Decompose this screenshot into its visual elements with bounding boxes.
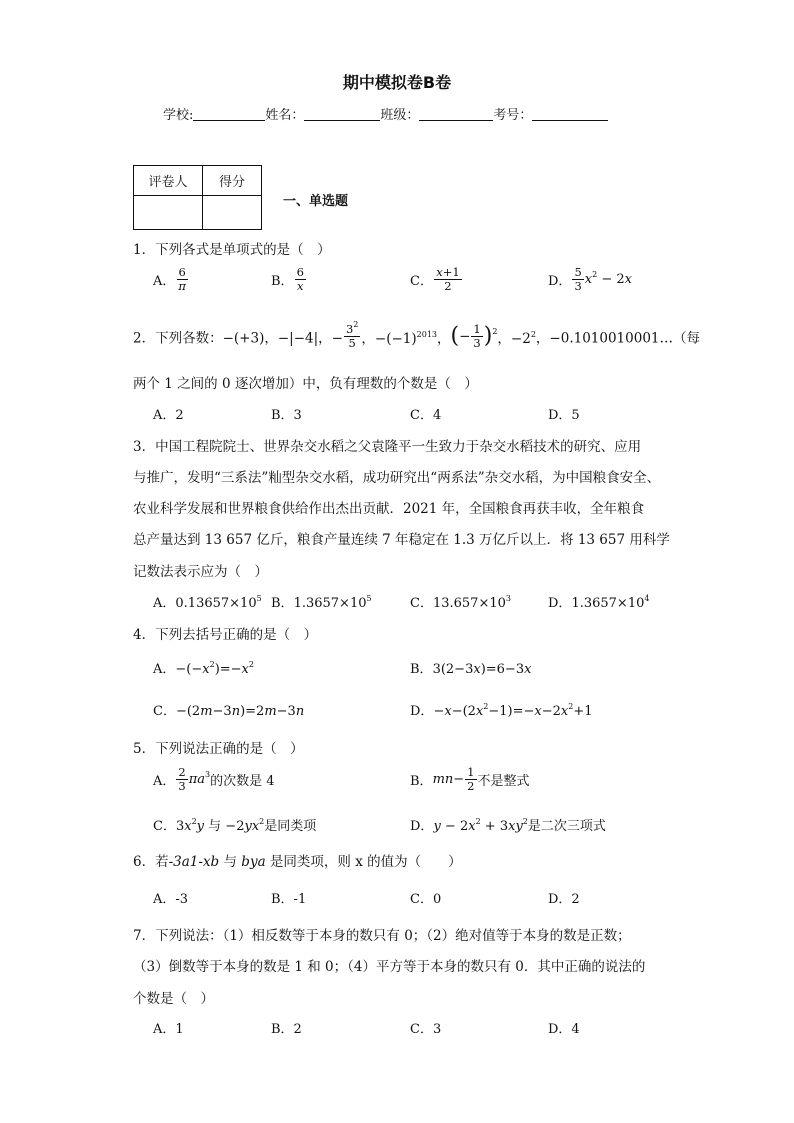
question-7-line2: （3）倒数等于本身的数是 1 和 0；（4）平方等于本身的数只有 0．其中正确的说法的 — [133, 959, 646, 975]
grader-cell[interactable] — [134, 196, 203, 230]
question-2-line2: 两个 1 之间的 0 逐次增加）中，负有理数的个数是（ ） — [133, 376, 478, 392]
q5-option-d[interactable]: D．$y - 2x^2 + 3xy^2$是二次三项式 — [410, 817, 606, 834]
q4-option-b[interactable]: B．3(2−3x)=6−3x — [410, 662, 532, 677]
q1-option-a[interactable]: A． $\frac{6}{\pi}$ — [153, 265, 186, 293]
q5-option-a[interactable]: A． $\frac{2}{3}$ $\pi a^3$的次数是 4 — [153, 765, 275, 793]
question-3-line3: 农业科学发展和世界粮食供给作出杰出贡献．2021 年，全国粮食再获丰收，全年粮食 — [133, 501, 645, 517]
q1-option-c[interactable]: C． $\frac{x+1}{2}$ — [410, 265, 460, 293]
q3-option-b[interactable]: B．$1.3657\times 10^5$ — [271, 594, 372, 611]
score-header: 得分 — [203, 166, 262, 196]
id-label: 考号： — [493, 108, 533, 123]
q2-option-d[interactable]: D．5 — [548, 408, 580, 423]
class-label: 班级： — [380, 108, 420, 123]
question-3-line2: 与推广，发明“三系法”籼型杂交水稻，成功研究出“两系法”杂交水稻，为中国粮食安全、 — [133, 470, 661, 486]
q5-option-c[interactable]: C．$3x^2y$ 与 $-2yx^2$是同类项 — [153, 817, 317, 834]
question-3-line5: 记数法表示应为（ ） — [133, 564, 268, 580]
q6-option-a[interactable]: A．-3 — [153, 892, 189, 907]
q7-option-b[interactable]: B．2 — [271, 1022, 302, 1037]
q4-option-d[interactable]: D．$-x-(2x^2-1)=-x-2x^2+1$ — [410, 702, 593, 719]
question-1-stem: 1．下列各式是单项式的是（ ） — [133, 242, 331, 258]
question-2-stem: 2．下列各数：−(+3)，−|−4|，− $\frac{3^2}{5}$ ，$-(-1)^{2013}$，(− $\frac{1}{3}$ )$^2$，$-2^2$，−0.1010010001…（每 — [133, 320, 701, 350]
q4-option-c[interactable]: C．−(2m−3n)=2m−3n — [153, 704, 305, 719]
question-7-line3: 个数是（ ） — [133, 991, 214, 1007]
q6-option-b[interactable]: B．-1 — [271, 892, 307, 907]
q3-option-d[interactable]: D．$1.3657\times 10^4$ — [548, 594, 650, 611]
q3-option-c[interactable]: C．$13.657\times 10^3$ — [410, 594, 511, 611]
page-title: 期中模拟卷B卷 — [342, 73, 452, 92]
school-label: 学校: — [163, 108, 194, 123]
school-blank[interactable] — [193, 107, 265, 121]
q5-option-b[interactable]: B．mn− $\frac{1}{2}$ 不是整式 — [410, 765, 530, 793]
class-blank[interactable] — [419, 107, 493, 121]
q7-option-d[interactable]: D．4 — [548, 1022, 580, 1037]
id-blank[interactable] — [532, 107, 608, 121]
q2-option-b[interactable]: B．3 — [271, 408, 302, 423]
question-3-line1: 3．中国工程院院士、世界杂交水稻之父袁隆平一生致力于杂交水稻技术的研究、应用 — [133, 439, 642, 455]
question-7-line1: 7．下列说法：（1）相反数等于本身的数只有 0；（2）绝对值等于本身的数是正数； — [133, 928, 631, 944]
q6-option-d[interactable]: D．2 — [548, 892, 580, 907]
q4-option-a[interactable]: A．$-(-x^2)=-x^2$ — [153, 660, 254, 677]
section-title: 一、单选题 — [283, 194, 349, 209]
question-3-line4: 总产量达到 13 657 亿斤，粮食产量连续 7 年稳定在 1.3 万亿斤以上．将 13 657 用科学 — [133, 532, 670, 548]
q2-option-a[interactable]: A．2 — [153, 408, 184, 423]
score-table — [133, 165, 262, 230]
name-blank[interactable] — [304, 107, 380, 121]
q1-option-d[interactable]: D． $\frac{5}{3}$ $x^2 - 2x$ — [548, 265, 632, 293]
q3-option-a[interactable]: A．$0.13657\times 10^5$ — [153, 594, 262, 611]
q7-option-a[interactable]: A．1 — [153, 1022, 184, 1037]
question-6-stem: 6．若-3a1-xb 与 bya 是同类项，则 x 的值为（ ） — [133, 854, 462, 870]
name-label: 姓名： — [265, 108, 305, 123]
q7-option-c[interactable]: C．3 — [410, 1022, 442, 1037]
grader-header: 评卷人 — [134, 166, 203, 196]
student-info-line — [163, 104, 608, 123]
q2-option-c[interactable]: C．4 — [410, 408, 442, 423]
q1-option-b[interactable]: B． $\frac{6}{x}$ — [271, 265, 304, 293]
question-5-stem: 5．下列说法正确的是（ ） — [133, 741, 304, 757]
score-cell[interactable] — [203, 196, 262, 230]
question-4-stem: 4．下列去括号正确的是（ ） — [133, 627, 318, 643]
q6-option-c[interactable]: C．0 — [410, 892, 442, 907]
